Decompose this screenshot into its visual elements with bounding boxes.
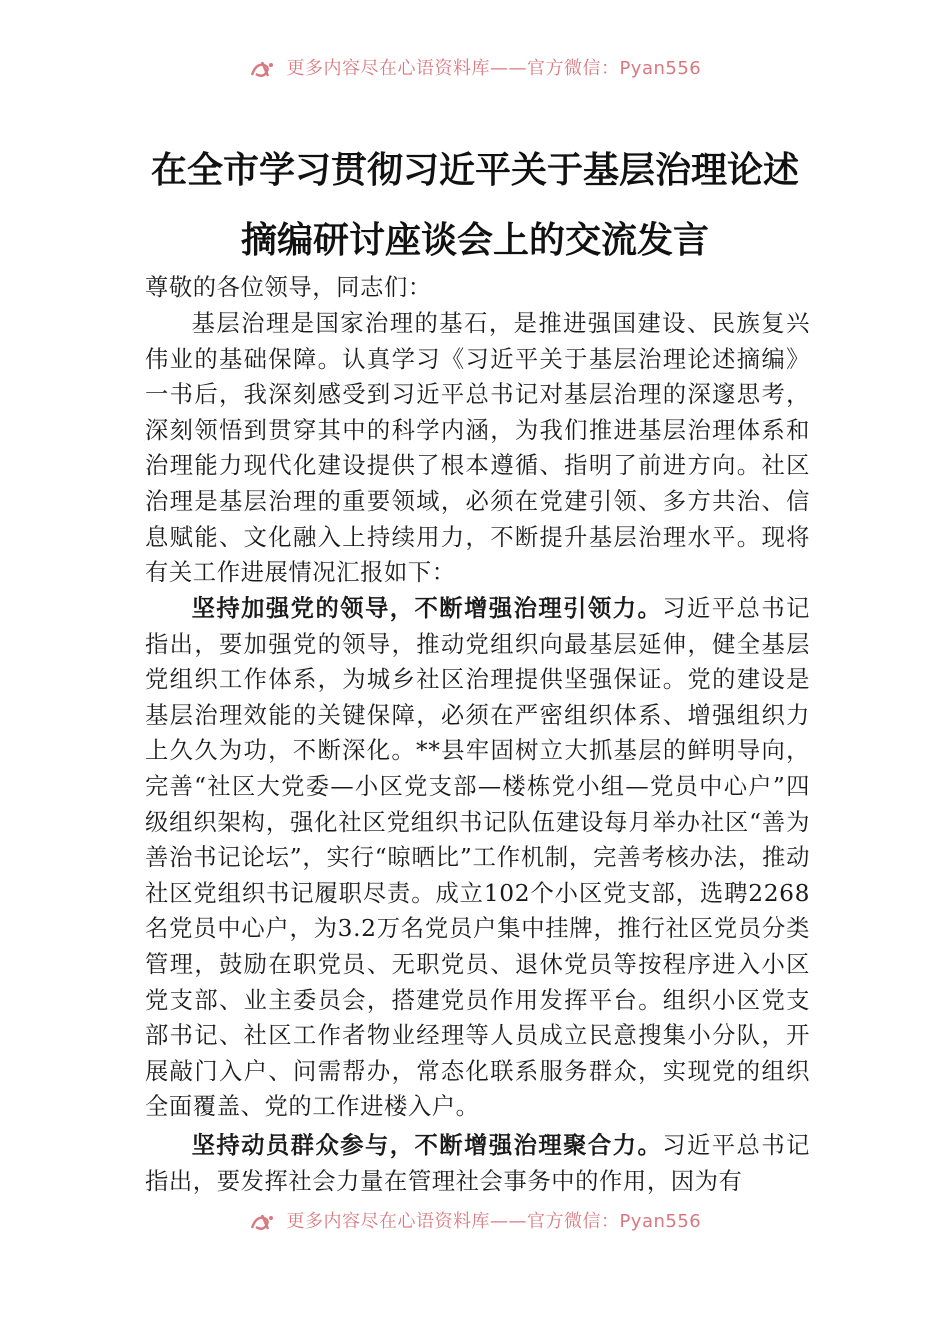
paragraph-body [145, 591, 810, 1125]
paragraph-text: 习近平总书记指出，要发挥社会力量在管理社会事务中的作用，因为有 [145, 1132, 810, 1195]
doc-logo-icon [249, 1212, 275, 1232]
paragraph-body [145, 1128, 810, 1199]
watermark-text: 更多内容尽在心语资料库——官方微信：Pyan556 [286, 58, 702, 79]
paragraph-mass-participation [145, 1128, 810, 1199]
paragraph-party-leadership [145, 591, 810, 1125]
paragraph-lead-heading: 坚持加强党的领导，不断增强治理引领力。 [191, 595, 663, 622]
paragraph-text: 习近平总书记指出，要加强党的领导，推动党组织向最基层延伸，健全基层党组织工作体系，为城乡社区治理提供坚强保证。党的建设是基层治理效能的关键保障，必须在严密组织体系、增强组织力上久久为功，不断深化。**县牢固树立大抓基层的鲜明导向，完善“社区大党委—小区党支部—楼栋党小组—党员中心户”四级组织架构，强化社区党组织书记队伍建设每月举办社区“善为善治书记论坛”，实行“晾晒比”工作机制，完善考核办法，推动社区党组织书记履职尽责。成立102个小区党支部，选聘2268名党员中心户，为3.2万名党员户集中挂牌，推行社区党员分类管理，鼓励在职党员、无职党员、退休党员等按程序进入小区党支部、业主委员会，搭建党员作用发挥平台。组织小区党支部书记、社区工作者物业经理等人员成立民意搜集小分队，开展敲门入户、问需帮办，常态化联系服务群众，实现党的组织全面覆盖、党的工作进楼入户。 [145, 595, 810, 1121]
document-title-line-2: 摘编研讨座谈会上的交流发言 [240, 219, 709, 261]
paragraph-lead-heading: 坚持动员群众参与，不断增强治理聚合力。 [191, 1132, 663, 1159]
salutation-text: 尊敬的各位领导，同志们： [145, 274, 432, 301]
salutation [145, 270, 810, 306]
document-title-line-1: 在全市学习贯彻习近平关于基层治理论述 [150, 149, 799, 191]
watermark-banner-top [0, 54, 950, 84]
doc-logo-icon [249, 59, 275, 79]
paragraph-text: 基层治理是国家治理的基石，是推进强国建设、民族复兴伟业的基础保障。认真学习《习近平关于基层治理论述摘编》一书后，我深刻感受到习近平总书记对基层治理的深邃思考，深刻领悟到贯穿其中的科学内涵，为我们推进基层治理体系和治理能力现代化建设提供了根本遵循、指明了前进方向。社区治理是基层治理的重要领域，必须在党建引领、多方共治、信息赋能、文化融入上持续用力，不断提升基层治理水平。现将有关工作进展情况汇报如下： [145, 310, 810, 587]
paragraph-intro [145, 306, 810, 591]
watermark-banner-bottom [0, 1207, 950, 1237]
watermark-text: 更多内容尽在心语资料库——官方微信：Pyan556 [286, 1211, 702, 1232]
